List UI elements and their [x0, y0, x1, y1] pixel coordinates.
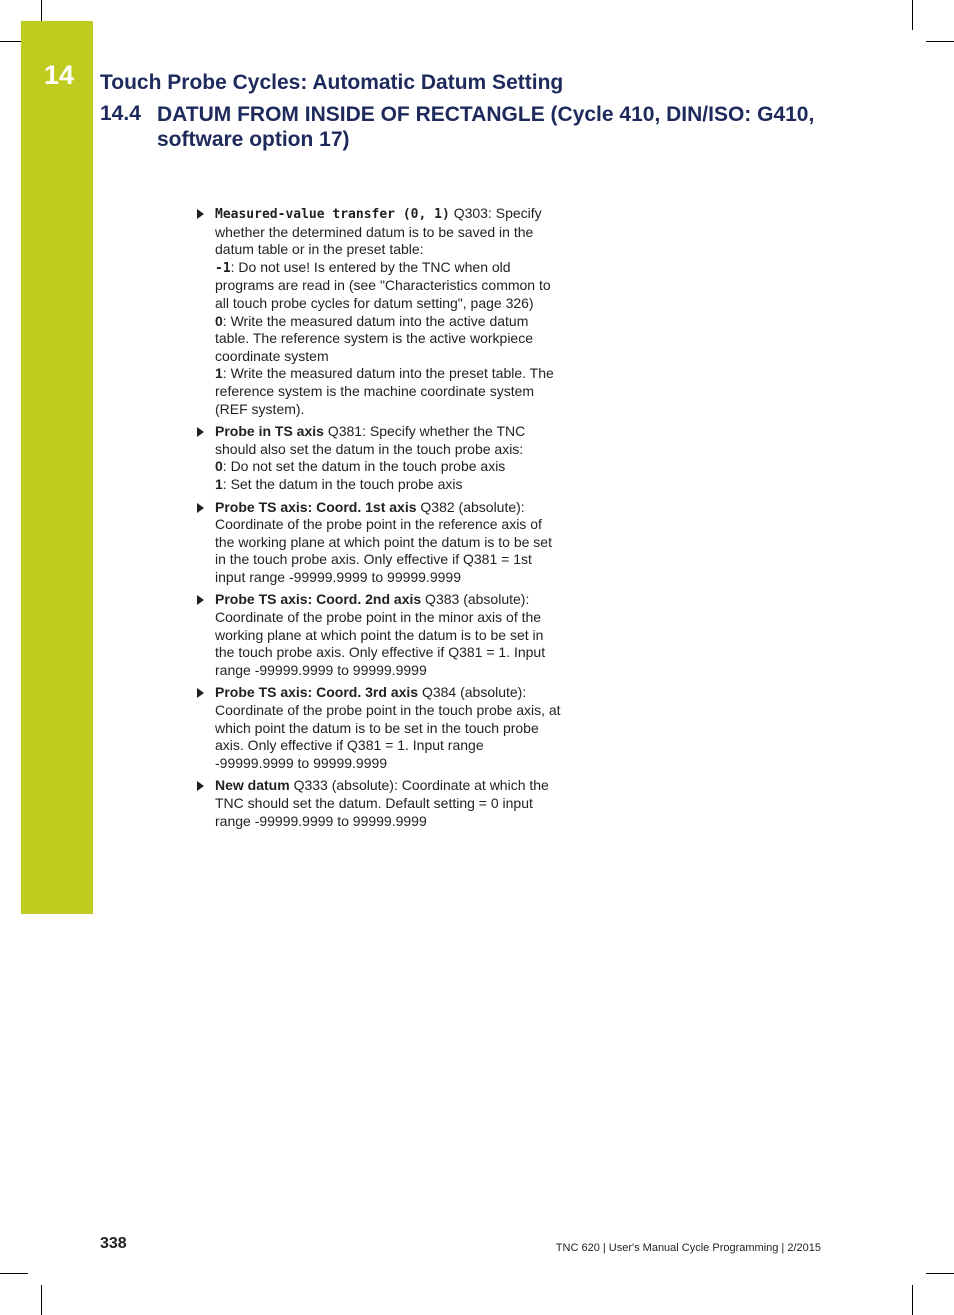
triangle-bullet-icon	[197, 427, 204, 437]
param-title: Probe TS axis: Coord. 3rd axis	[215, 684, 419, 701]
param-title: Probe in TS axis	[215, 423, 324, 440]
crop-mark	[41, 0, 42, 21]
page-number: 338	[100, 1235, 127, 1252]
section-title: DATUM FROM INSIDE OF RECTANGLE (Cycle 410, DIN/ISO: G410, software option 17)	[157, 103, 815, 151]
param-option	[215, 259, 565, 313]
crop-mark	[926, 1273, 954, 1274]
param-option	[215, 365, 565, 418]
chapter-sidebar	[21, 21, 93, 914]
param-text: Q303: Specify whether the determined datum is to be saved in the datum table or in the preset table:	[215, 205, 542, 258]
option-value: 1	[215, 365, 223, 382]
option-text: : Do not set the datum in the touch probe axis	[222, 458, 506, 475]
crop-mark	[0, 1273, 28, 1274]
crop-mark	[926, 41, 954, 42]
triangle-bullet-icon	[197, 209, 204, 219]
option-value: 1	[215, 475, 223, 492]
param-text: Q333 (absolute): Coordinate at which the TNC should set the datum. Default setting = 0 input range -99999.9999 to 99999.9999	[215, 777, 549, 829]
triangle-bullet-icon	[197, 781, 204, 791]
param-item	[195, 591, 565, 679]
option-text: : Write the measured datum into the active datum table. The reference system is the active workpiece coordinate system	[215, 312, 534, 364]
triangle-bullet-icon	[197, 503, 204, 513]
param-item	[195, 423, 565, 493]
chapter-title: Touch Probe Cycles: Automatic Datum Setting	[100, 71, 564, 94]
option-text: : Write the measured datum into the preset table. The reference system is the machine coordinate system (REF system).	[215, 365, 554, 417]
param-item	[195, 205, 565, 418]
param-title: Measured-value transfer (0, 1)	[215, 207, 450, 222]
param-item	[195, 499, 565, 587]
param-text: Q384 (absolute): Coordinate of the probe point in the touch probe axis, at which point the datum is to be set in the touch probe axis. Only effective if Q381 = 1. Input range -99999.9999 to 99999.9999	[215, 684, 561, 771]
option-value: 0	[215, 458, 223, 475]
param-option	[215, 313, 565, 366]
section-number: 14.4	[100, 102, 141, 125]
param-title: New datum	[215, 777, 290, 794]
param-title: Probe TS axis: Coord. 1st axis	[215, 498, 417, 515]
param-text: Q383 (absolute): Coordinate of the probe point in the minor axis of the working plane at which point the datum is to be set in the touch probe axis. Only effective if Q381 = 1. Input range -99999.9999 to 99999.9999	[215, 591, 546, 678]
crop-mark	[912, 1285, 913, 1315]
chapter-number: 14	[44, 60, 75, 90]
crop-mark	[912, 0, 913, 30]
param-option	[215, 458, 565, 476]
crop-mark	[41, 1285, 42, 1315]
footer-text: TNC 620 | User's Manual Cycle Programming | 2/2015	[555, 1242, 821, 1254]
param-option	[215, 476, 565, 494]
param-item	[195, 777, 565, 830]
param-text: Q382 (absolute): Coordinate of the probe point in the reference axis of the working plane at which point the datum is to be set in the touch probe axis. Only effective if Q381 = 1st input range -99999.9999 to 99999.9999	[215, 498, 552, 585]
option-value: 0	[215, 312, 223, 329]
param-title: Probe TS axis: Coord. 2nd axis	[215, 591, 422, 608]
parameter-list	[195, 205, 565, 835]
option-value: -1	[215, 260, 231, 276]
crop-mark	[0, 41, 21, 42]
param-item	[195, 684, 565, 772]
option-text: : Do not use! Is entered by the TNC when old programs are read in (see "Characteristics common to all touch probe cycles for datum setting", page 326)	[215, 258, 551, 311]
triangle-bullet-icon	[197, 688, 204, 698]
option-text: : Set the datum in the touch probe axis	[222, 475, 463, 492]
param-text: Q381: Specify whether the TNC should also set the datum in the touch probe axis:	[215, 423, 526, 457]
triangle-bullet-icon	[197, 595, 204, 605]
